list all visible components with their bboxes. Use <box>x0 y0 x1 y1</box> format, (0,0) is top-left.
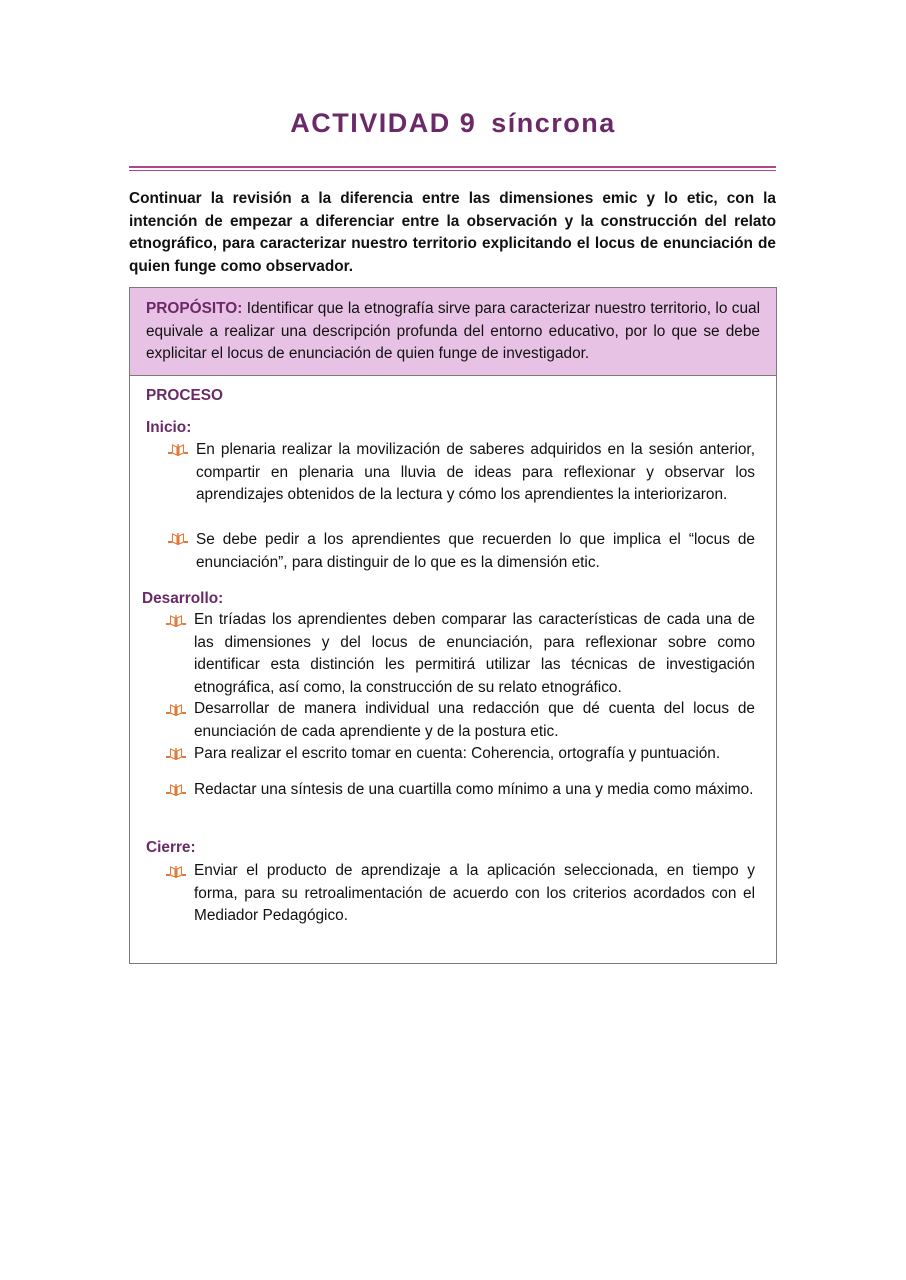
purpose-label: PROPÓSITO: <box>146 300 243 317</box>
book-bullet-icon <box>166 703 186 717</box>
title-divider <box>129 166 776 168</box>
book-bullet-icon <box>168 443 188 457</box>
cierre-heading: Cierre: <box>146 839 196 856</box>
inicio-item-1: En plenaria realizar la movilización de saberes adquiridos en la sesión anterior, compartir en plenaria una lluvia de ideas para reflexionar y observar los aprendizajes obtenidos de la lectura y cómo los aprendientes la interiorizaron. <box>196 441 755 504</box>
desarrollo-item-1: En tríadas los aprendientes deben comparar las características de cada una de las dimensiones y del locus de enunciación, para reflexionar sobre como identificar esta distinción les permitirá utilizar las técnicas de investigación etnográfica, así como, la construcción de su relato etnográfico. <box>194 611 755 696</box>
title-sub: síncrona <box>491 108 616 138</box>
inicio-heading: Inicio: <box>146 419 192 436</box>
title-main: ACTIVIDAD 9 <box>290 108 477 138</box>
intro-paragraph: Continuar la revisión a la diferencia entre las dimensiones emic y lo etic, con la intención de empezar a diferenciar entre la observación y la construcción del relato etnográfico, para caracterizar nuestro territorio explicitando el locus de enunciación de quien funge como observador. <box>129 190 776 275</box>
book-bullet-icon <box>166 865 186 879</box>
purpose-text: Identificar que la etnografía sirve para caracterizar nuestro territorio, lo cual equivale a realizar una descripción profunda del entorno educativo, por lo que se debe explicitar el locus de enunciación de quien funge de investigador. <box>146 300 760 363</box>
desarrollo-item-3: Para realizar el escrito tomar en cuenta: Coherencia, ortografía y puntuación. <box>194 745 721 762</box>
book-bullet-icon <box>166 783 186 797</box>
book-bullet-icon <box>166 747 186 761</box>
desarrollo-item-2: Desarrollar de manera individual una redacción que dé cuenta del locus de enunciación de cada aprendiente y de la postura etic. <box>194 700 755 740</box>
book-bullet-icon <box>166 614 186 628</box>
desarrollo-heading: Desarrollo: <box>142 590 224 607</box>
page-title <box>0 108 906 139</box>
purpose-paragraph <box>146 298 760 366</box>
purpose-section <box>130 288 776 376</box>
activity-box <box>129 287 777 964</box>
book-bullet-icon <box>168 532 188 546</box>
inicio-item-2: Se debe pedir a los aprendientes que recuerden lo que implica el “locus de enunciación”, para distinguir de lo que es la dimensión etic. <box>196 531 755 571</box>
desarrollo-item-4: Redactar una síntesis de una cuartilla como mínimo a una y media como máximo. <box>194 781 754 798</box>
cierre-item-1: Enviar el producto de aprendizaje a la aplicación seleccionada, en tiempo y forma, para su retroalimentación de acuerdo con los criterios acordados con el Mediador Pedagógico. <box>194 862 755 925</box>
title-divider-thin <box>129 170 776 171</box>
process-heading: PROCESO <box>146 387 223 404</box>
